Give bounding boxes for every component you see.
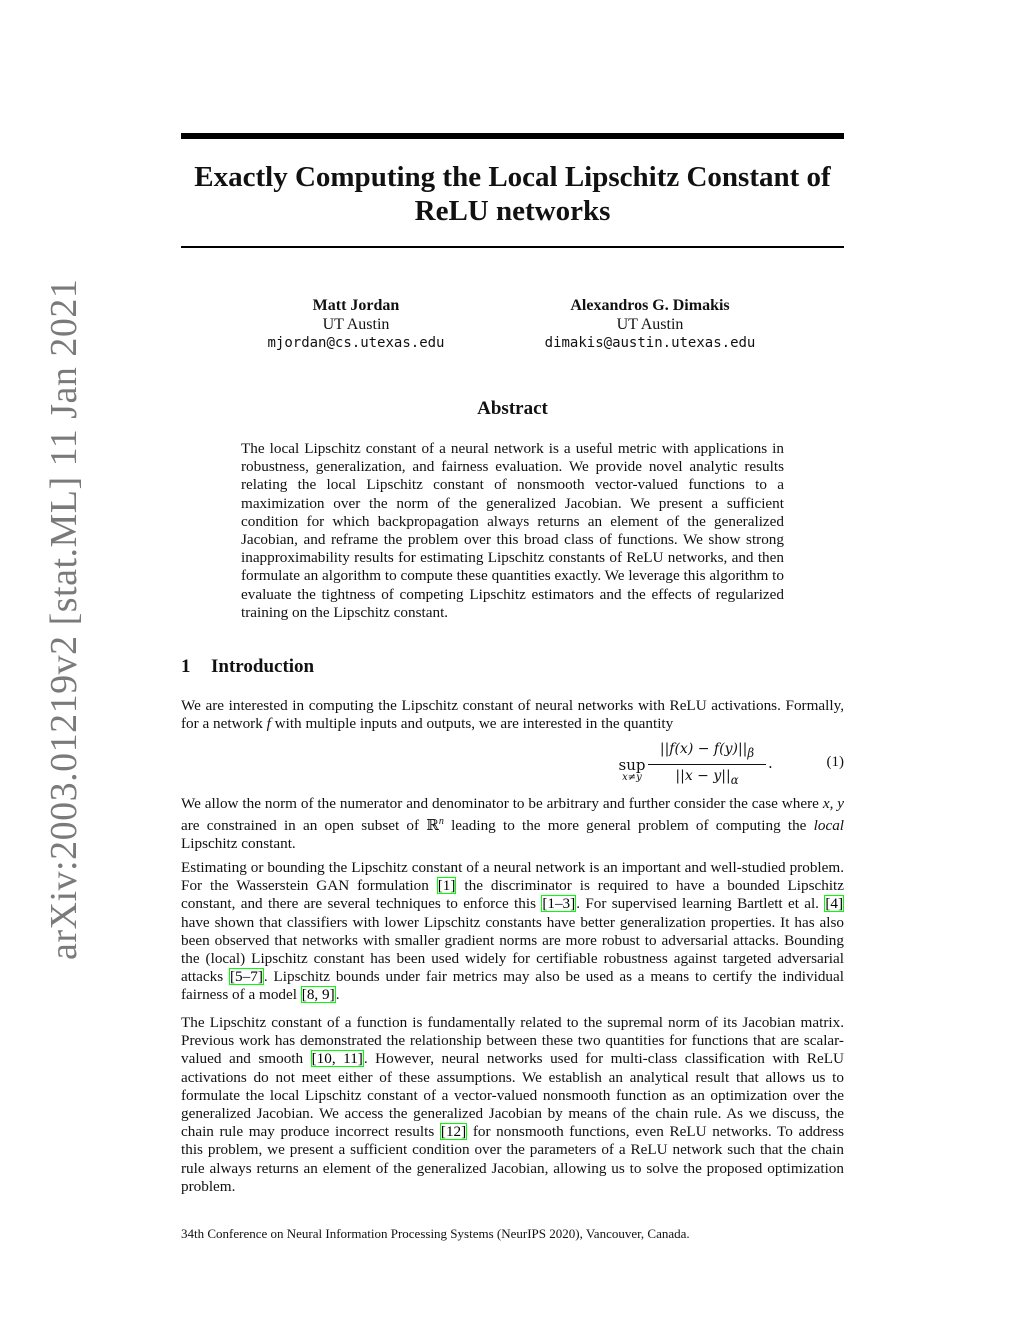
intro-paragraph-2 [181,795,844,854]
text-run: Lipschitz constant. [181,835,296,853]
text-run: . Lipschitz bounds under fair metrics may also be used as a means to certify the individual fairness of a model [181,968,844,1004]
denominator-norm: α [730,772,739,787]
text-run: We allow the norm of the numerator and denominator to be arbitrary and further consider the case where [181,795,819,812]
fraction-bar [648,764,766,765]
text-run: leading to the more general problem of computing the [451,817,807,835]
author-email[interactable]: dimakis@austin.utexas.edu [544,335,756,351]
citation-link[interactable]: [1–3] [542,895,576,913]
fraction-denominator [648,767,766,789]
paper-title [181,160,844,228]
citation-link[interactable]: [1] [437,877,456,895]
title-line-2: ReLU networks [414,195,611,227]
arxiv-stamp [14,278,85,960]
denominator-text: ||x − y|| [675,767,731,784]
emphasis: local [813,817,845,835]
text-run: for nonsmooth functions, even ReLU networks. To address this problem, we present a sufficient condition over the parameters of a ReLU network such that the chain rule always returns an element of the generalized Jacobian, allowing us to solve the proposed optimization problem. [181,1123,845,1195]
intro-paragraph-1 [181,697,844,733]
math-var: x, y [822,795,845,812]
section-number: 1 [181,656,191,677]
citation-link[interactable]: [12] [440,1123,467,1141]
author-affiliation: UT Austin [616,316,684,333]
fraction [648,740,766,789]
abstract-text: The local Lipschitz constant of a neural network is a useful metric with applications in robustness, generalization, and fairness evaluation. We provide novel analytic results relating the local Lipschitz constant of nonsmooth vector-valued functions to a maximization over the norm of the generalized Jacobian. We present a sufficient condition for which backpropagation always returns an element of the generalized Jacobian, and reframe the problem over this broad class of functions. We show strong inapproximability results for estimating Lipschitz constants of ReLU networks, and then formulate an algorithm to compute these quantities exactly. We leverage this algorithm to evaluate the tightness of competing Lipschitz estimators and the effects of regularized training on the Lipschitz constant. [241,440,784,621]
sup-symbol: sup [618,756,646,774]
citation-link[interactable]: [5–7] [229,968,263,986]
author-name: Matt Jordan [312,297,400,314]
intro-paragraph-4 [181,1014,844,1196]
math-superscript: n [438,816,444,828]
equation-1 [181,740,844,788]
title-bottom-rule [181,246,844,248]
fraction-numerator [648,740,766,762]
text-run: are constrained in an open subset of [181,817,420,835]
conference-footnote: 34th Conference on Neural Information Processing Systems (NeurIPS 2020), Vancouver, Canada. [181,1226,690,1241]
title-top-rule [181,133,844,139]
section-heading [181,656,314,678]
text-run: Estimating or bounding the Lipschitz constant of a neural network is an important and well-studied problem. For the Wasserstein GAN formulation [181,859,844,895]
citation-link[interactable]: [10, 11] [311,1050,363,1068]
equation-period: . [768,754,773,772]
math-var: f [266,715,271,733]
math-space [426,817,444,834]
section-title: Introduction [211,656,315,677]
text-run: . However, neural networks used for multi-class classification with ReLU activations do not meet either of these assumptions. We establish an analytical result that allows us to formulate the local Lipschitz constant of a vector-valued nonsmooth function as an optimization over the generalized Jacobian. We access the generalized Jacobian by means of the chain rule. As we discuss, the chain rule may produce incorrect results [181,1050,844,1141]
title-line-1: Exactly Computing the Local Lipschitz Constant of [194,161,831,193]
citation-link[interactable]: [4] [825,895,844,913]
text-run: . [335,986,340,1004]
abstract-heading: Abstract [477,398,548,419]
numerator-text: ||f(x) − f(y)|| [659,741,748,757]
numerator-norm: β [747,745,755,760]
intro-paragraph-3 [181,859,844,1005]
author-affiliation: UT Austin [322,316,390,333]
sup-subscript: x≠y [622,772,642,783]
text-run: with multiple inputs and outputs, we are interested in the quantity [274,715,674,733]
citation-link[interactable]: [8, 9] [301,986,335,1004]
author-block-2 [520,296,780,353]
text-run: . For supervised learning Bartlett et al. [576,895,819,913]
author-block-1 [226,296,486,353]
text-run: the discriminator is required to have a bounded Lipschitz constant, and there are several techniques to enforce this [181,877,845,913]
sup-operator [618,756,646,783]
equation-number: (1) [826,754,844,770]
text-run: We are interested in computing the Lipschitz constant of neural networks with ReLU activations. Formally, for a network [181,697,844,733]
text-run: have shown that classifiers with lower Lipschitz constants have better generalization properties. It has also been observed that networks with smaller gradient norms are more robust to adversarial attacks. Bounding the (local) Lipschitz constant has been used widely for certifiable robustness against targeted adversarial attacks [181,913,844,986]
author-name: Alexandros G. Dimakis [570,297,730,314]
author-email[interactable]: mjordan@cs.utexas.edu [267,335,445,351]
arxiv-stamp-text: arXiv:2003.01219v2 [stat.ML] 11 Jan 2021 [43,278,85,960]
math-symbol: ℝ [426,817,439,835]
text-run: The Lipschitz constant of a function is fundamentally related to the supremal norm of its Jacobian matrix. Previous work has demonstrated the relationship between these two quantities for functions that are scalar-valued and smooth [181,1014,844,1068]
